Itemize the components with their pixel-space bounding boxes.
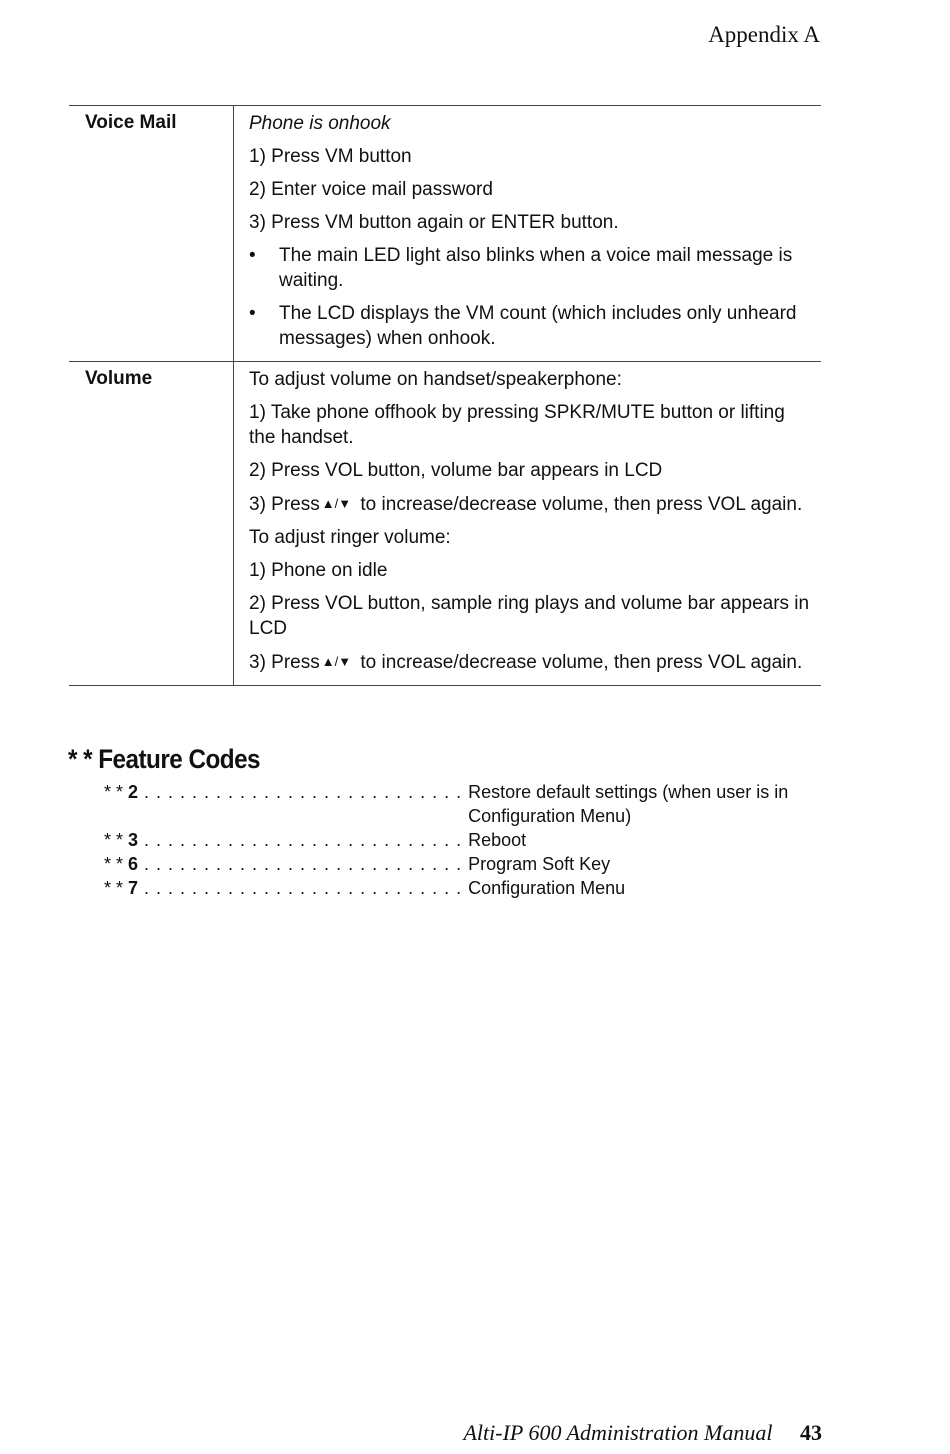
feature-code-item: [104, 780, 804, 828]
bullet-icon: •: [249, 303, 256, 324]
voice-mail-step: 1) Press VM button: [249, 146, 412, 167]
volume-handset-intro: To adjust volume on handset/speakerphone:: [249, 369, 622, 390]
up-down-arrows: ▲/▼: [321, 496, 352, 511]
feature-code: * * 6: [104, 854, 139, 874]
leader-dots: . . . . . . . . . . . . . . . . . . . . . . . . . . .: [138, 830, 469, 850]
volume-step: 2) Press VOL button, sample ring plays and volume bar appears in LCD: [249, 593, 810, 639]
feature-code-description: Configuration Menu: [468, 878, 626, 898]
up-down-arrows: ▲/▼: [321, 654, 352, 669]
voice-mail-bullet-text: The LCD displays the VM count (which includes only unheard messages) when onhook.: [279, 303, 797, 349]
volume-step: 1) Take phone offhook by pressing SPKR/MUTE button or lifting the handset.: [249, 402, 785, 448]
leader-dots: . . . . . . . . . . . . . . . . . . . . . . . . . . .: [138, 854, 469, 874]
feature-table: [69, 105, 821, 686]
triangle-up-icon: ▲: [321, 654, 335, 669]
page-number: 43: [800, 1420, 822, 1445]
table-row-voice-mail: [69, 106, 821, 362]
leader-dots: . . . . . . . . . . . . . . . . . . . . . . . . . . .: [138, 878, 469, 898]
triangle-up-icon: ▲: [321, 496, 335, 511]
feature-codes-list: [104, 780, 804, 900]
leader-dots: . . . . . . . . . . . . . . . . . . . . . . . . . . .: [138, 782, 469, 802]
feature-code: * * 2: [104, 782, 139, 802]
manual-title: Alti-IP 600 Administration Manual: [463, 1420, 773, 1445]
volume-step-suffix: to increase/decrease volume, then press VOL again.: [360, 652, 803, 673]
row-label-volume: Volume: [69, 362, 234, 685]
feature-code-item: [104, 828, 804, 852]
volume-ringer-intro: To adjust ringer volume:: [249, 527, 451, 548]
triangle-down-icon: ▼: [338, 496, 352, 511]
feature-code-description: Reboot: [468, 830, 527, 850]
page-footer: [463, 1420, 822, 1446]
feature-code-description: Restore default settings (when user is in Configuration Menu): [468, 782, 789, 826]
voice-mail-step: 2) Enter voice mail password: [249, 179, 493, 200]
feature-codes-heading: * * Feature Codes: [68, 744, 261, 774]
triangle-down-icon: ▼: [338, 654, 352, 669]
volume-step-suffix: to increase/decrease volume, then press VOL again.: [360, 494, 803, 515]
feature-code: * * 3: [104, 830, 139, 850]
bullet-icon: •: [249, 245, 256, 266]
voice-mail-step: 3) Press VM button again or ENTER button.: [249, 212, 619, 233]
feature-code-description: Program Soft Key: [468, 854, 611, 874]
row-body-volume: [234, 362, 821, 685]
voice-mail-bullet: [249, 243, 811, 293]
volume-step: 1) Phone on idle: [249, 560, 388, 581]
volume-step: [249, 491, 811, 517]
row-label-voice-mail: Voice Mail: [69, 106, 234, 361]
volume-step: 2) Press VOL button, volume bar appears in LCD: [249, 460, 663, 481]
table-row-volume: [69, 362, 821, 686]
voice-mail-condition: Phone is onhook: [249, 113, 391, 134]
feature-code-item: [104, 876, 804, 900]
volume-step-prefix: 3) Press: [249, 652, 320, 673]
page-header-section: Appendix A: [708, 22, 820, 47]
volume-step-prefix: 3) Press: [249, 494, 320, 515]
feature-code-item: [104, 852, 804, 876]
voice-mail-bullet: [249, 301, 811, 351]
voice-mail-bullet-text: The main LED light also blinks when a voice mail message is waiting.: [279, 245, 793, 291]
row-body-voice-mail: [234, 106, 821, 361]
volume-step: [249, 649, 811, 675]
feature-code: * * 7: [104, 878, 139, 898]
